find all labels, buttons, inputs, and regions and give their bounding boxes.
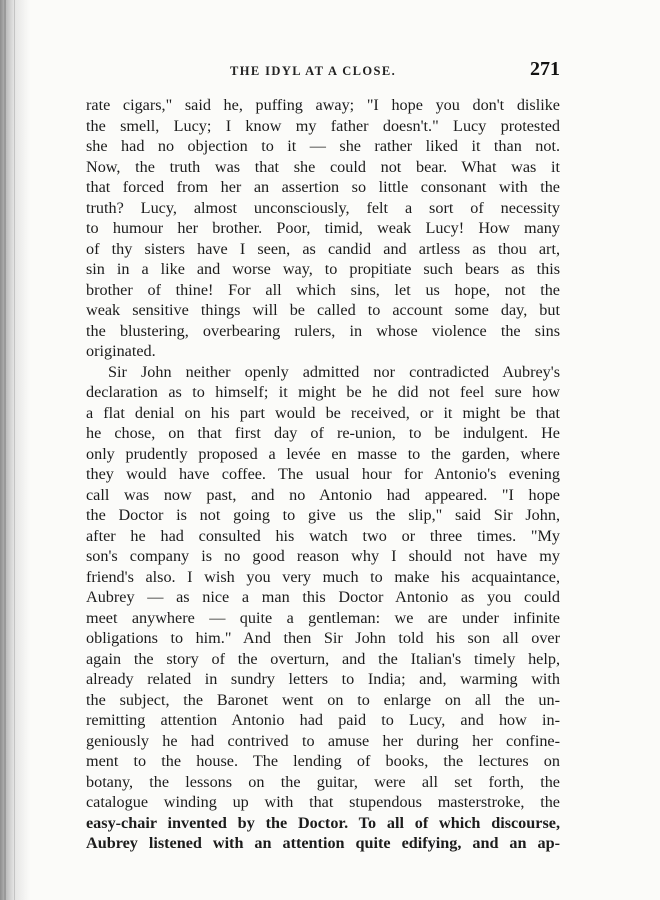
text-line: the smell, Lucy; I know my father doesn't." Lucy protested — [86, 116, 560, 135]
text-line: a flat denial on his part would be received, or it might be that — [86, 403, 560, 422]
text-line: they would have coffee. The usual hour for Antonio's evening — [86, 465, 560, 483]
text-line: catalogue winding up with that stupendous masterstroke, the — [86, 793, 560, 811]
text-line: son's company is no good reason why I should not have my — [86, 547, 560, 565]
text-line: to humour her brother. Poor, timid, weak Lucy! How many — [86, 219, 560, 237]
text-line: ment to the house. The lending of books, the lectures on — [86, 752, 560, 770]
text-line: truth? Lucy, almost unconsciously, felt a sort of necessity — [86, 198, 560, 217]
paragraph-start-line: Sir John neither openly admitted nor contradicted Aubrey's — [108, 362, 560, 381]
text-line: sin in a like and worse way, to propitiate such bears as this — [86, 260, 560, 278]
body-text — [86, 95, 560, 854]
paragraph-end-line: originated. — [86, 342, 156, 360]
text-line: he chose, on that first day of re-union, to be indulgent. He — [86, 424, 560, 442]
page-number: 271 — [530, 58, 560, 80]
text-line: Now, the truth was that she could not bear. What was it — [86, 157, 560, 176]
text-line: call was now past, and no Antonio had appeared. "I hope — [86, 485, 560, 504]
text-line: remitting attention Antonio had paid to Lucy, and how in- — [86, 711, 560, 729]
text-line: the blustering, overbearing rulers, in whose violence the sins — [86, 321, 560, 340]
gutter-edge-line — [14, 0, 15, 900]
text-line: rate cigars," said he, puffing away; "I hope you don't dislike — [86, 96, 560, 114]
text-line: weak sensitive things will be called to account some day, but — [86, 301, 560, 319]
text-line: the subject, the Baronet went on to enlarge on all the un- — [86, 690, 560, 709]
text-line: only prudently proposed a levée en masse to the garden, where — [86, 444, 560, 463]
text-line: again the story of the overturn, and the Italian's timely help, — [86, 649, 560, 668]
text-line: botany, the lessons on the guitar, were all set forth, the — [86, 772, 560, 791]
text-line: of thy sisters have I seen, as candid and artless as thou art, — [86, 239, 560, 258]
page-header — [88, 58, 560, 84]
text-line: Aubrey — as nice a man this Doctor Antonio as you could — [86, 588, 560, 606]
text-line: already related in sundry letters to India; and, warming with — [86, 670, 560, 688]
text-line: declaration as to himself; it might be he did not feel sure how — [86, 383, 560, 401]
text-line: friend's also. I wish you very much to make his acquaintance, — [86, 567, 560, 586]
text-line: after he had consulted his watch two or three times. "My — [86, 526, 560, 545]
text-line: geniously he had contrived to amuse her during her confine- — [86, 731, 560, 750]
text-line: the Doctor is not going to give us the slip," said Sir John, — [86, 506, 560, 524]
text-line: meet anywhere — quite a gentleman: we are under infinite — [86, 608, 560, 627]
text-line: that forced from her an assertion so little consonant with the — [86, 178, 560, 196]
gutter-edge-line — [4, 0, 6, 900]
running-title: THE IDYL AT A CLOSE. — [230, 64, 397, 78]
text-line: easy-chair invented by the Doctor. To all of which discourse, — [86, 813, 560, 832]
text-line: Aubrey listened with an attention quite edifying, and an ap- — [86, 834, 560, 852]
text-line: brother of thine! For all which sins, let us hope, not the — [86, 280, 560, 299]
text-line: obligations to him." And then Sir John told his son all over — [86, 629, 560, 647]
text-line: she had no objection to it — she rather liked it than not. — [86, 137, 560, 155]
